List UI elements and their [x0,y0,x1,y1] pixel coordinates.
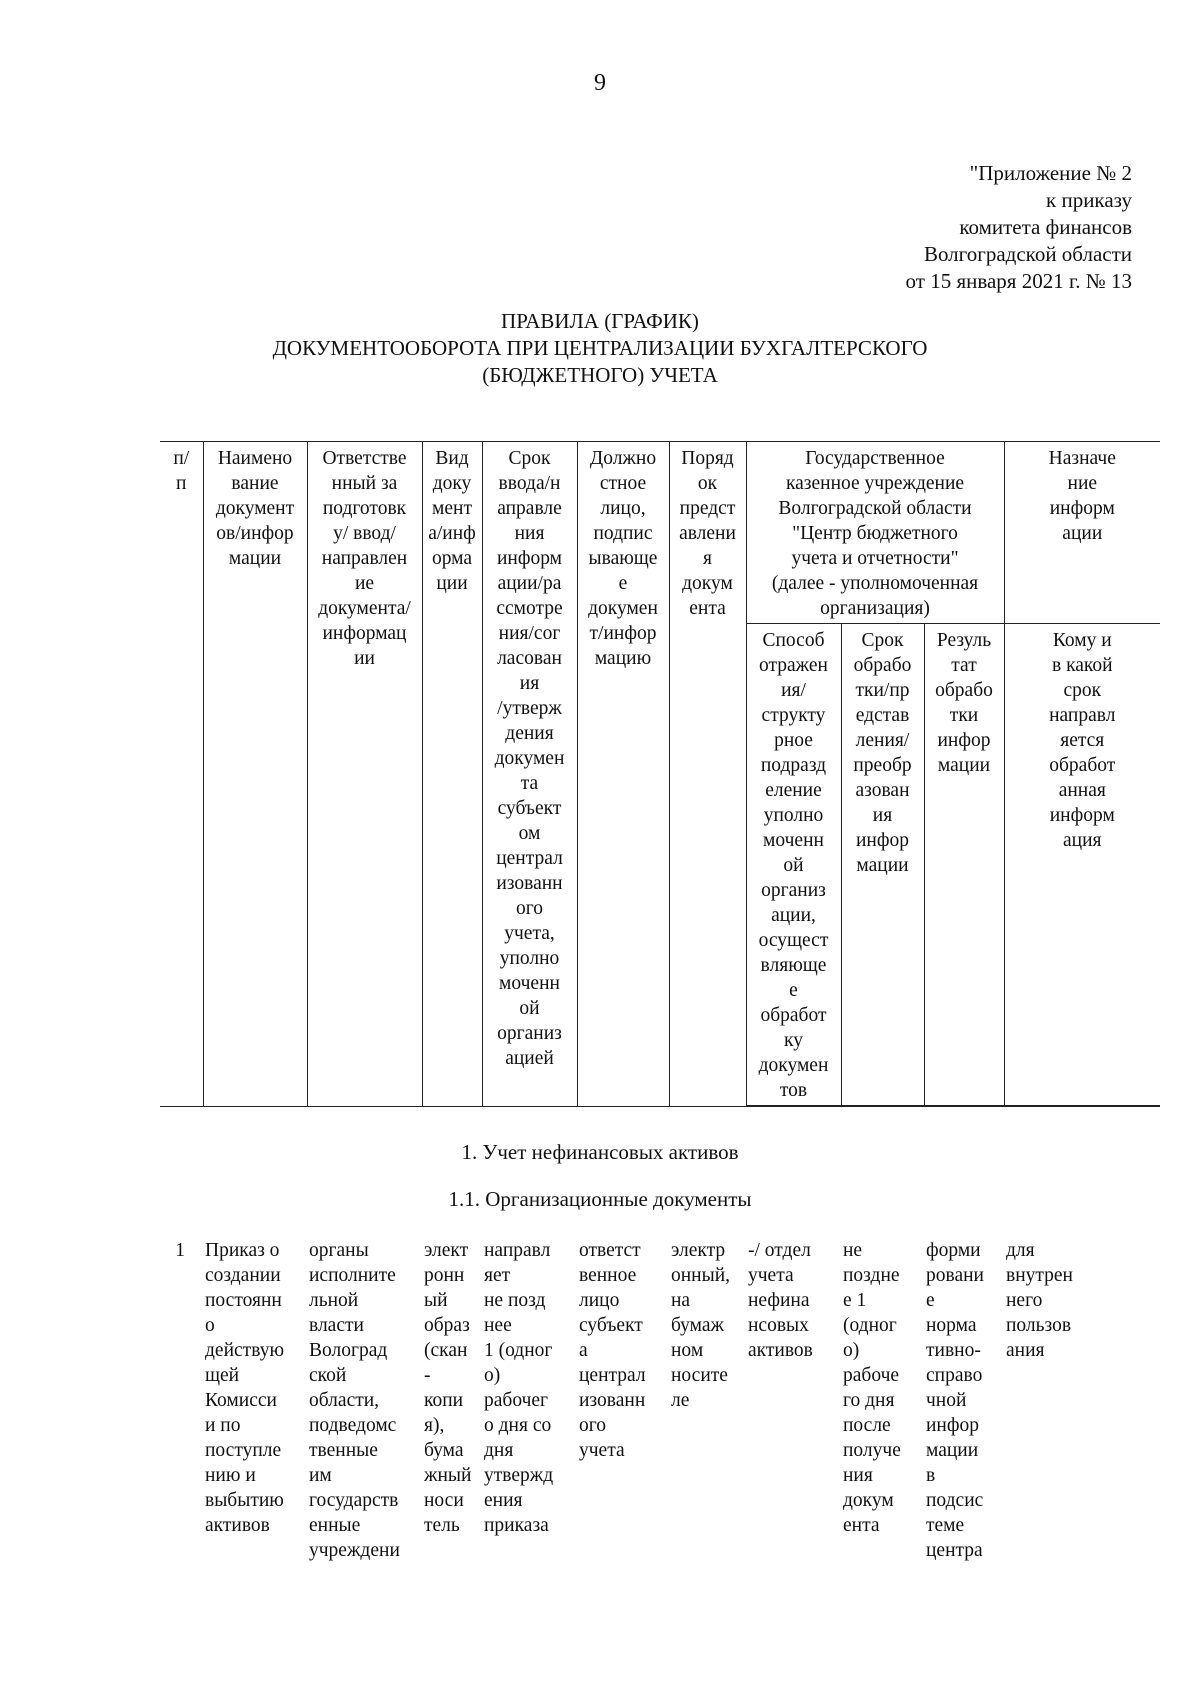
row-document-name [203,1238,307,1563]
text-line: Комисси [205,1390,277,1411]
text-line: - [424,1365,431,1386]
text-line: направлен [321,548,408,569]
text-line: тат [951,655,977,676]
text-line: ации [1062,523,1103,544]
text-line: Срок [861,630,904,651]
text-line: справо [926,1365,983,1386]
text-line: лицо, [600,498,646,519]
text-line: Должно [589,448,657,469]
text-line: ния [843,1465,873,1486]
text-line: активов [748,1340,813,1361]
text-line: ввода/н [498,473,561,494]
header-cell-processing-result [924,624,1004,1107]
table-row [160,1238,1160,1563]
text-line: поздне [843,1265,900,1286]
text-line: поступле [205,1440,282,1461]
text-line: электр [671,1240,726,1261]
row-processing-result [924,1238,1004,1563]
text-line: нный за [331,473,398,494]
text-line: Назначе [1048,448,1116,469]
text-line: дня [484,1440,514,1461]
text-line: приказа [484,1515,549,1536]
text-line: подразд [760,755,827,776]
text-line: обработ [760,1005,827,1026]
text-line: п [176,473,187,494]
text-line: т/инфор [589,623,657,644]
text-line: подпис [593,523,653,544]
title-line: ДОКУМЕНТООБОРОТА ПРИ ЦЕНТРАЛИЗАЦИИ БУХГАЛТЕРСКОГО [272,336,928,360]
text-line: отражен [759,655,828,676]
text-line: рное [774,730,813,751]
text-line: организ [497,1023,562,1044]
row-signatory [577,1238,669,1563]
text-line: утвержд [484,1465,554,1486]
text-line: рабоче [843,1365,900,1386]
text-line: докум [843,1490,894,1511]
text-line: исполните [309,1265,396,1286]
text-line: ация [1063,830,1102,851]
text-line: ления/ [855,730,910,751]
text-line: /утверж [497,698,562,719]
text-line: центра [926,1540,983,1561]
text-line: ия/ [781,680,806,701]
text-line: стное [599,473,647,494]
header-cell-document-type [422,442,482,1107]
text-line: предст [679,498,736,519]
text-line: централ [579,1365,646,1386]
text-line: на [671,1290,691,1311]
text-line: яется [1060,730,1105,751]
text-line: ения [484,1490,523,1511]
text-line: ном [671,1340,704,1361]
appendix-line: комитета финансов [959,215,1132,239]
header-cell-processing-method [746,624,841,1107]
text-line: щей [205,1365,240,1386]
text-line: го дня [843,1390,895,1411]
text-line: о дня со [484,1415,552,1436]
text-line: ии [354,648,375,669]
text-line: власти [309,1315,364,1336]
text-line: е [618,573,628,594]
appendix-block [732,160,1132,295]
text-line: льной [309,1290,359,1311]
text-line: уполно [499,948,560,969]
text-line: твенные [309,1440,378,1461]
text-line: ого [579,1415,607,1436]
text-line: тов [779,1080,808,1101]
text-line: мации [856,855,909,876]
text-line: венное [579,1265,637,1286]
row-document-type [422,1238,482,1563]
text-line: копи [424,1390,464,1411]
text-line: информац [322,623,407,644]
text-line: ой [783,855,804,876]
text-line: я [703,548,712,569]
text-line: 1 (одног [484,1340,553,1361]
text-line: срок [1063,680,1102,701]
text-line: организация) [820,598,930,619]
text-line: изованн [496,873,563,894]
text-line: активов [205,1515,270,1536]
text-line: учета [748,1265,794,1286]
text-line: мацию [594,648,652,669]
text-line: подготовк [322,498,407,519]
text-line: мации [937,755,991,776]
text-line: ок [697,473,718,494]
text-line: Вид [435,448,469,469]
text-line: инфор [855,830,909,851]
text-line: ласован [497,648,562,669]
text-line: создании [205,1265,281,1286]
text-line: тки [949,705,979,726]
text-line: енные [309,1515,361,1536]
appendix-line: "Приложение № 2 [969,161,1132,185]
text-line: информ [496,548,563,569]
text-line: теме [926,1515,965,1536]
row-number: 1 [175,1240,185,1261]
header-cell-purpose [1004,442,1160,624]
text-line: о) [484,1365,501,1386]
text-line: о [205,1315,215,1336]
text-line: Наимено [217,448,293,469]
text-line: ровани [926,1265,984,1286]
text-line: ния/сог [498,623,561,644]
text-line: мент [432,498,472,519]
text-line: азован [855,780,910,801]
text-line: выбытию [205,1490,284,1511]
text-line: моченн [499,973,560,994]
text-line: нефина [748,1290,810,1311]
text-line: после [843,1415,891,1436]
text-line: документ [215,498,295,519]
appendix-line: Волгоградской области [923,242,1132,266]
row-recipient [1004,1238,1160,1563]
text-line: государств [309,1490,399,1511]
text-line: ации/ра [497,573,562,594]
text-line: е [926,1290,935,1311]
text-line: ания [1006,1340,1045,1361]
text-line: документа/ [318,598,411,619]
text-line: обрабо [935,680,993,701]
header-cell-submission-order [669,442,746,1107]
title-line: ПРАВИЛА (ГРАФИК) [501,309,699,333]
text-line: инфор [937,730,991,751]
schedule-table-body [160,1238,1160,1563]
text-line: ку [784,1030,803,1051]
text-line: внутрен [1006,1265,1073,1286]
text-line: ие [354,573,375,594]
text-line: вляюще [760,955,827,976]
text-line: ого [515,898,543,919]
text-line: Государственное [805,448,945,469]
text-line: носите [671,1365,728,1386]
text-line: Волгоградской области [778,498,972,519]
text-line: моченн [763,830,824,851]
text-line: изованн [579,1390,646,1411]
text-line: ации, [771,905,816,926]
text-line: осущест [758,930,829,951]
text-line: ый [424,1290,448,1311]
text-line: Срок [508,448,551,469]
text-line: элект [424,1240,469,1261]
text-line: аправле [497,498,562,519]
text-line: в какой [1051,655,1113,676]
text-line: им [309,1465,332,1486]
text-line: учета и отчетности" [791,548,959,569]
row-deadline [482,1238,577,1563]
text-line: а [579,1340,588,1361]
text-line: пользов [1006,1315,1072,1336]
text-line: Способ [762,630,825,651]
text-line: докумен [758,1055,829,1076]
text-line: норма [926,1315,977,1336]
text-line: направл [1049,705,1116,726]
text-line: тель [424,1515,460,1536]
text-line: дения [505,723,554,744]
text-line: докум [682,573,733,594]
text-line: для [1006,1240,1035,1261]
text-line: получе [843,1440,901,1461]
text-line: субъект [497,798,562,819]
subsection-heading: 1.1. Организационные документы [448,1187,752,1211]
appendix-line: от 15 января 2021 г. № 13 [905,269,1132,293]
text-line: Ответстве [322,448,407,469]
text-line: действую [205,1340,285,1361]
text-line: инфор [926,1415,980,1436]
appendix-line: к приказу [1046,188,1132,212]
text-line: и по [205,1415,241,1436]
text-line: ов/инфор [216,523,294,544]
text-line: (далее - уполномоченная [771,573,979,594]
text-line: я), [424,1415,445,1436]
text-line: преобр [853,755,912,776]
text-line: информ [1049,498,1115,519]
text-line: жный [424,1465,472,1486]
text-line: казенное учреждение [785,473,965,494]
header-cell-document-name [203,442,307,1107]
text-line: онный, [671,1265,731,1286]
text-line: ацией [505,1048,554,1069]
text-line: органы [309,1240,369,1261]
text-line: централ [496,848,563,869]
text-line: учета, [504,923,555,944]
text-line: лицо [579,1290,620,1311]
row-processing-deadline [841,1238,924,1563]
text-line: структу [761,705,826,726]
row-submission-order [669,1238,746,1563]
text-line: уполно [763,805,824,826]
text-line: информ [1049,805,1115,826]
text-line: учреждени [309,1540,400,1561]
text-line: та [520,773,539,794]
schedule-table-header [160,441,1160,1107]
text-line: докумен [494,748,565,769]
text-line: него [1006,1290,1043,1311]
text-line: не [843,1240,863,1261]
text-line: докумен [588,598,658,619]
header-cell-number [160,442,203,1107]
row-responsible [307,1238,422,1563]
text-line: ронн [424,1265,465,1286]
text-line: обрабо [853,655,912,676]
header-cell-signatory [577,442,669,1107]
text-line: яет [484,1265,511,1286]
text-line: (одног [843,1315,897,1336]
text-line: ия [872,805,893,826]
header-cell-processing-deadline [841,624,924,1107]
text-line: ой [519,998,540,1019]
document-title [0,308,1200,389]
page-number: 9 [594,70,606,96]
text-line: бума [424,1440,464,1461]
text-line: субъект [579,1315,643,1336]
text-line: у/ ввод/ [333,523,396,544]
text-line: форми [926,1240,981,1261]
text-line: еление [765,780,822,801]
text-line: Приказ о [205,1240,280,1261]
text-line: ле [671,1390,690,1411]
text-line: орма [431,548,473,569]
text-line: анная [1058,780,1106,801]
text-line: ссмотре [496,598,563,619]
text-line: Резуль [936,630,992,651]
header-cell-responsible [307,442,422,1107]
text-line: едстав [855,705,910,726]
text-line: подведомс [309,1415,397,1436]
text-line: мации [926,1440,979,1461]
text-line: области, [309,1390,380,1411]
text-line: ние [1067,473,1098,494]
text-line: ывающе [588,548,658,569]
text-line: постоянн [205,1290,282,1311]
title-line: (БЮДЖЕТНОГО) УЧЕТА [482,363,718,387]
text-line: тивно- [926,1340,981,1361]
row-processing-method [746,1238,841,1563]
text-line: ции [436,573,468,594]
text-line: подсис [926,1490,984,1511]
text-line: не позд [484,1290,546,1311]
header-cell-organization-group [746,442,1004,624]
text-line: "Центр бюджетного [792,523,958,544]
text-line: ия [519,673,540,694]
text-line: бумаж [671,1315,725,1336]
text-line: нсовых [748,1315,809,1336]
text-line: носи [424,1490,464,1511]
text-line: нее [484,1315,512,1336]
section-heading: 1. Учет нефинансовых активов [461,1140,739,1164]
text-line: направл [484,1240,551,1261]
text-line: ом [518,823,541,844]
text-line: учета [579,1440,625,1461]
text-line: мации [228,548,282,569]
text-line: Волоград [309,1340,388,1361]
text-line: ента [689,598,726,619]
header-cell-deadline [482,442,577,1107]
text-line: -/ отдел [748,1240,811,1261]
text-line: (скан [424,1340,468,1361]
text-line: обработ [1049,755,1116,776]
text-line: ответст [579,1240,641,1261]
text-line: Поряд [681,448,734,469]
text-line: нию и [205,1465,256,1486]
text-line: о) [843,1340,860,1361]
text-line: авлени [679,523,736,544]
text-line: Кому и [1052,630,1112,651]
text-line: образ [424,1315,470,1336]
text-line: а/инф [428,523,476,544]
text-line: ния [514,523,545,544]
text-line: организ [761,880,826,901]
text-line: в [926,1465,936,1486]
text-line: рабочег [484,1390,549,1411]
text-line: чной [926,1390,967,1411]
text-line: е 1 [843,1290,867,1311]
text-line: ской [309,1365,347,1386]
text-line: п/ [173,448,190,469]
text-line: е [789,980,798,1001]
text-line: тки/пр [855,680,910,701]
text-line: вание [231,473,279,494]
text-line: доку [432,473,472,494]
header-cell-recipient [1004,624,1160,1107]
text-line: ента [843,1515,880,1536]
